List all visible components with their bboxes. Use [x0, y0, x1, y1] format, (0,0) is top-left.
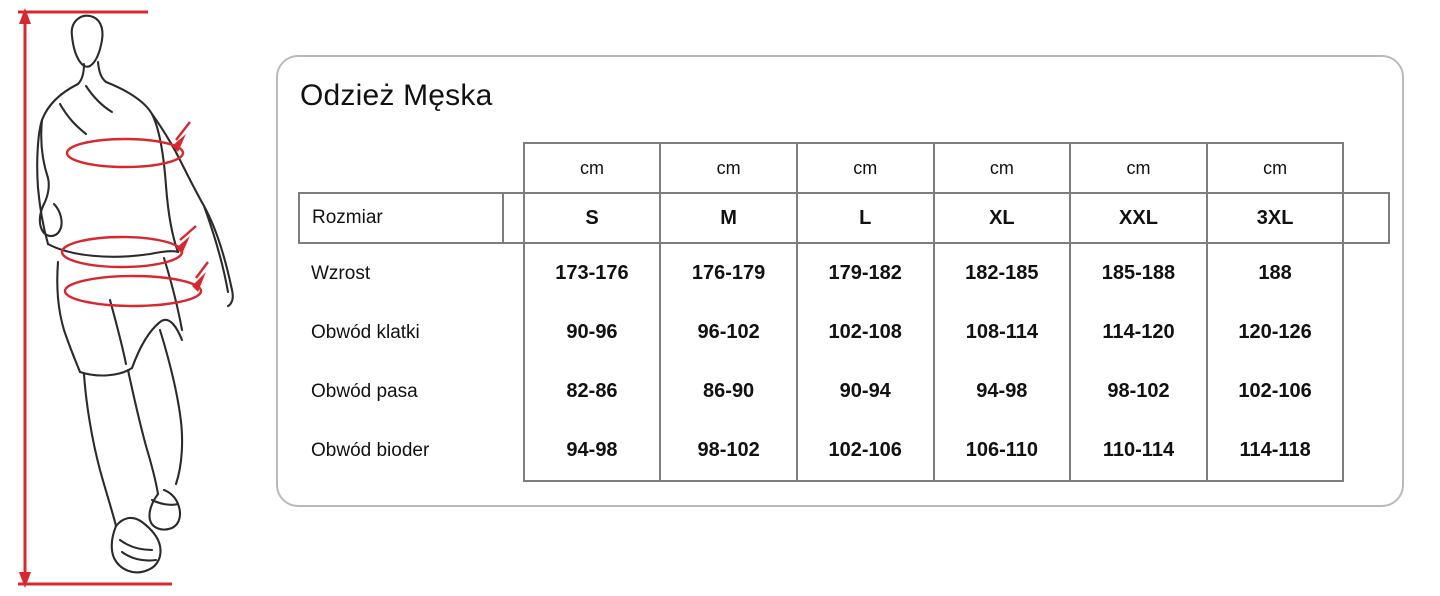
cell-pas-l: 90-94: [797, 362, 934, 421]
cell-wzrost-l: 179-182: [797, 243, 934, 303]
table-row: [299, 243, 1389, 303]
row-label-obwod-klatki: Obwód klatki: [311, 321, 420, 343]
table-row: [299, 303, 1389, 362]
cell-klatka-xl: 108-114: [934, 303, 1071, 362]
row-tail: [1343, 303, 1389, 362]
unit-cell-3xl: cm: [1207, 143, 1344, 193]
page-title: Odzież Męska: [300, 79, 493, 112]
unit-cell-s: cm: [524, 143, 661, 193]
unit-cell-xxl: cm: [1070, 143, 1207, 193]
unit-row-spacer-left: [299, 143, 503, 193]
cell-klatka-3xl: 120-126: [1207, 303, 1344, 362]
table-row: [299, 362, 1389, 421]
unit-row: [299, 143, 1389, 193]
size-header-3xl: 3XL: [1207, 193, 1344, 243]
size-header-row: [299, 193, 1389, 243]
cell-pas-s: 82-86: [524, 362, 661, 421]
size-header-xl: XL: [934, 193, 1071, 243]
row-tail: [1343, 421, 1389, 481]
row-label-wzrost: Wzrost: [311, 262, 371, 284]
size-header-xxl: XXL: [1070, 193, 1207, 243]
row-tail: [1343, 362, 1389, 421]
unit-cell-xl: cm: [934, 143, 1071, 193]
cell-klatka-m: 96-102: [660, 303, 797, 362]
row-gap: [503, 303, 523, 362]
size-header-s: S: [524, 193, 661, 243]
cell-biodra-s: 94-98: [524, 421, 661, 481]
row-label-obwod-bioder: Obwód bioder: [311, 440, 430, 461]
unit-cell-l: cm: [797, 143, 934, 193]
cell-klatka-xxl: 114-120: [1070, 303, 1207, 362]
header-band-tail: [1343, 193, 1389, 243]
cell-wzrost-3xl: 188: [1207, 243, 1344, 303]
size-chart-card: [276, 55, 1404, 507]
cell-wzrost-s: 173-176: [524, 243, 661, 303]
unit-row-spacer-right: [1343, 143, 1389, 193]
row-tail: [1343, 243, 1389, 303]
cell-pas-xxl: 98-102: [1070, 362, 1207, 421]
cell-wzrost-m: 176-179: [660, 243, 797, 303]
cell-pas-3xl: 102-106: [1207, 362, 1344, 421]
size-table-wrapper: [298, 142, 1390, 482]
size-header-l: L: [797, 193, 934, 243]
cell-biodra-l: 102-106: [797, 421, 934, 481]
cell-klatka-l: 102-108: [797, 303, 934, 362]
cell-pas-xl: 94-98: [934, 362, 1071, 421]
cell-biodra-3xl: 114-118: [1207, 421, 1344, 481]
row-gap: [503, 362, 523, 421]
row-header-label: Rozmiar: [299, 193, 503, 243]
header-band-gap: [503, 193, 523, 243]
cell-wzrost-xl: 182-185: [934, 243, 1071, 303]
body-measurement-illustration: [0, 0, 270, 596]
table-row: [299, 421, 1389, 481]
cell-biodra-m: 98-102: [660, 421, 797, 481]
unit-cell-m: cm: [660, 143, 797, 193]
row-label-obwod-pasa: Obwód pasa: [311, 380, 418, 402]
size-table: [298, 142, 1390, 482]
cell-pas-m: 86-90: [660, 362, 797, 421]
cell-biodra-xxl: 110-114: [1070, 421, 1207, 481]
row-gap: [503, 421, 523, 481]
cell-klatka-s: 90-96: [524, 303, 661, 362]
measurement-loops-icon: [62, 122, 208, 306]
cell-wzrost-xxl: 185-188: [1070, 243, 1207, 303]
row-gap: [503, 243, 523, 303]
unit-row-gap: [503, 143, 523, 193]
size-header-m: M: [660, 193, 797, 243]
cell-biodra-xl: 106-110: [934, 421, 1071, 481]
